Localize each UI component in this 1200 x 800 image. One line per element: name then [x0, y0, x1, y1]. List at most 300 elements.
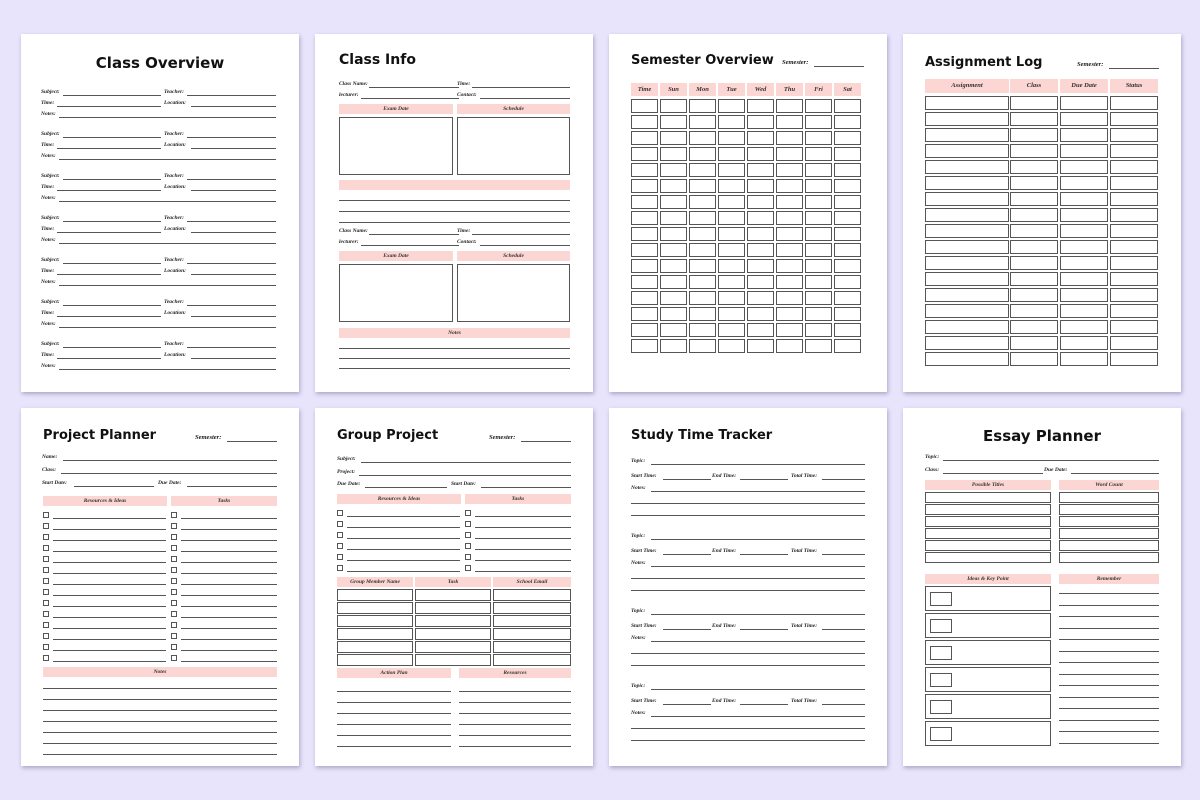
- writing-line[interactable]: [43, 743, 277, 744]
- table-cell[interactable]: [718, 179, 745, 193]
- writing-line[interactable]: [53, 518, 166, 519]
- writing-line[interactable]: [53, 628, 166, 629]
- table-cell[interactable]: [631, 115, 658, 129]
- writing-line[interactable]: [1059, 720, 1159, 721]
- table-cell[interactable]: [1010, 320, 1058, 334]
- writing-line[interactable]: [1059, 697, 1159, 698]
- table-cell[interactable]: [925, 144, 1009, 158]
- idea-mini-box[interactable]: [930, 673, 952, 687]
- table-cell[interactable]: [337, 615, 413, 627]
- writing-line[interactable]: [43, 699, 277, 700]
- checkbox[interactable]: [465, 554, 471, 560]
- table-cell[interactable]: [1110, 96, 1158, 110]
- checkbox[interactable]: [171, 644, 177, 650]
- semester-line[interactable]: [227, 441, 277, 442]
- table-cell[interactable]: [1059, 504, 1159, 515]
- writing-line[interactable]: [631, 728, 865, 729]
- table-cell[interactable]: [718, 195, 745, 209]
- checkbox[interactable]: [465, 521, 471, 527]
- table-cell[interactable]: [493, 654, 571, 666]
- table-cell[interactable]: [718, 163, 745, 177]
- table-cell[interactable]: [1060, 304, 1108, 318]
- lecturer-line[interactable]: [361, 98, 459, 99]
- checkbox[interactable]: [171, 545, 177, 551]
- checkbox[interactable]: [43, 633, 49, 639]
- table-cell[interactable]: [925, 160, 1009, 174]
- table-cell[interactable]: [718, 243, 745, 257]
- table-cell[interactable]: [718, 99, 745, 113]
- checkbox[interactable]: [337, 532, 343, 538]
- table-cell[interactable]: [747, 211, 774, 225]
- table-cell[interactable]: [925, 240, 1009, 254]
- table-cell[interactable]: [631, 179, 658, 193]
- writing-line[interactable]: [181, 661, 277, 662]
- checkbox[interactable]: [43, 600, 49, 606]
- checkbox[interactable]: [43, 655, 49, 661]
- table-cell[interactable]: [1010, 304, 1058, 318]
- schedule-box[interactable]: [457, 264, 570, 322]
- start-time-line[interactable]: [663, 554, 711, 555]
- table-cell[interactable]: [631, 147, 658, 161]
- table-cell[interactable]: [925, 304, 1009, 318]
- total-time-line[interactable]: [822, 554, 865, 555]
- table-cell[interactable]: [415, 641, 491, 653]
- location-line[interactable]: [191, 148, 276, 149]
- time-line[interactable]: [57, 274, 161, 275]
- table-cell[interactable]: [747, 275, 774, 289]
- location-line[interactable]: [191, 358, 276, 359]
- writing-line[interactable]: [631, 503, 865, 504]
- table-cell[interactable]: [1010, 112, 1058, 126]
- table-cell[interactable]: [805, 99, 832, 113]
- teacher-line[interactable]: [187, 179, 276, 180]
- table-cell[interactable]: [1010, 240, 1058, 254]
- table-cell[interactable]: [689, 323, 716, 337]
- writing-line[interactable]: [337, 735, 451, 736]
- checkbox[interactable]: [171, 611, 177, 617]
- time-line[interactable]: [57, 148, 161, 149]
- table-cell[interactable]: [631, 339, 658, 353]
- table-cell[interactable]: [1010, 272, 1058, 286]
- checkbox[interactable]: [337, 510, 343, 516]
- writing-line[interactable]: [53, 573, 166, 574]
- table-cell[interactable]: [925, 256, 1009, 270]
- start-date-line[interactable]: [481, 487, 571, 488]
- writing-line[interactable]: [43, 754, 277, 755]
- table-cell[interactable]: [805, 243, 832, 257]
- table-cell[interactable]: [925, 540, 1051, 551]
- writing-line[interactable]: [181, 529, 277, 530]
- name-line[interactable]: [63, 460, 277, 461]
- table-cell[interactable]: [1010, 208, 1058, 222]
- table-cell[interactable]: [660, 307, 687, 321]
- time-line[interactable]: [57, 358, 161, 359]
- checkbox[interactable]: [337, 565, 343, 571]
- table-cell[interactable]: [1110, 112, 1158, 126]
- writing-line[interactable]: [339, 211, 570, 212]
- table-cell[interactable]: [1010, 336, 1058, 350]
- table-cell[interactable]: [805, 227, 832, 241]
- table-cell[interactable]: [1010, 144, 1058, 158]
- table-cell[interactable]: [1110, 272, 1158, 286]
- exam-date-box[interactable]: [339, 117, 453, 175]
- time-line[interactable]: [472, 234, 570, 235]
- location-line[interactable]: [191, 106, 276, 107]
- writing-line[interactable]: [631, 653, 865, 654]
- table-cell[interactable]: [689, 115, 716, 129]
- writing-line[interactable]: [347, 516, 460, 517]
- class-line[interactable]: [61, 473, 277, 474]
- writing-line[interactable]: [337, 724, 451, 725]
- writing-line[interactable]: [347, 549, 460, 550]
- table-cell[interactable]: [925, 112, 1009, 126]
- notes-line[interactable]: [59, 117, 276, 118]
- table-cell[interactable]: [1060, 240, 1108, 254]
- writing-line[interactable]: [1059, 731, 1159, 732]
- table-cell[interactable]: [776, 227, 803, 241]
- checkbox[interactable]: [171, 600, 177, 606]
- writing-line[interactable]: [337, 746, 451, 747]
- table-cell[interactable]: [805, 163, 832, 177]
- table-cell[interactable]: [1060, 224, 1108, 238]
- table-cell[interactable]: [1059, 516, 1159, 527]
- writing-line[interactable]: [53, 551, 166, 552]
- table-cell[interactable]: [1110, 320, 1158, 334]
- writing-line[interactable]: [181, 639, 277, 640]
- table-cell[interactable]: [1110, 208, 1158, 222]
- checkbox[interactable]: [43, 567, 49, 573]
- table-cell[interactable]: [718, 211, 745, 225]
- table-cell[interactable]: [689, 227, 716, 241]
- due-date-line[interactable]: [1071, 473, 1159, 474]
- table-cell[interactable]: [747, 323, 774, 337]
- writing-line[interactable]: [459, 702, 571, 703]
- table-cell[interactable]: [493, 628, 571, 640]
- notes-line[interactable]: [651, 641, 865, 642]
- table-cell[interactable]: [689, 99, 716, 113]
- notes-line[interactable]: [651, 566, 865, 567]
- table-cell[interactable]: [660, 339, 687, 353]
- subject-line[interactable]: [63, 95, 161, 96]
- table-cell[interactable]: [493, 589, 571, 601]
- table-cell[interactable]: [1010, 224, 1058, 238]
- table-cell[interactable]: [776, 275, 803, 289]
- writing-line[interactable]: [53, 639, 166, 640]
- writing-line[interactable]: [53, 595, 166, 596]
- table-cell[interactable]: [631, 291, 658, 305]
- table-cell[interactable]: [660, 259, 687, 273]
- writing-line[interactable]: [337, 691, 451, 692]
- semester-line[interactable]: [814, 66, 864, 67]
- table-cell[interactable]: [631, 211, 658, 225]
- subject-line[interactable]: [63, 305, 161, 306]
- writing-line[interactable]: [181, 573, 277, 574]
- table-cell[interactable]: [415, 628, 491, 640]
- writing-line[interactable]: [347, 560, 460, 561]
- writing-line[interactable]: [459, 746, 571, 747]
- table-cell[interactable]: [1060, 288, 1108, 302]
- checkbox[interactable]: [43, 622, 49, 628]
- total-time-line[interactable]: [822, 479, 865, 480]
- checkbox[interactable]: [337, 554, 343, 560]
- writing-line[interactable]: [181, 540, 277, 541]
- table-cell[interactable]: [1060, 352, 1108, 366]
- table-cell[interactable]: [689, 147, 716, 161]
- table-cell[interactable]: [415, 602, 491, 614]
- checkbox[interactable]: [171, 655, 177, 661]
- contact-line[interactable]: [480, 98, 570, 99]
- table-cell[interactable]: [689, 339, 716, 353]
- table-cell[interactable]: [805, 211, 832, 225]
- writing-line[interactable]: [53, 617, 166, 618]
- table-cell[interactable]: [689, 307, 716, 321]
- checkbox[interactable]: [465, 532, 471, 538]
- table-cell[interactable]: [1110, 240, 1158, 254]
- writing-line[interactable]: [43, 710, 277, 711]
- table-cell[interactable]: [415, 615, 491, 627]
- table-cell[interactable]: [925, 516, 1051, 527]
- table-cell[interactable]: [1010, 288, 1058, 302]
- table-cell[interactable]: [337, 628, 413, 640]
- table-cell[interactable]: [1010, 96, 1058, 110]
- checkbox[interactable]: [171, 567, 177, 573]
- exam-date-box[interactable]: [339, 264, 453, 322]
- end-time-line[interactable]: [740, 554, 788, 555]
- table-cell[interactable]: [776, 163, 803, 177]
- table-cell[interactable]: [834, 131, 861, 145]
- table-cell[interactable]: [1010, 176, 1058, 190]
- class-line[interactable]: [943, 473, 1043, 474]
- table-cell[interactable]: [834, 179, 861, 193]
- table-cell[interactable]: [689, 291, 716, 305]
- table-cell[interactable]: [776, 291, 803, 305]
- due-date-line[interactable]: [365, 487, 447, 488]
- total-time-line[interactable]: [822, 704, 865, 705]
- table-cell[interactable]: [1060, 192, 1108, 206]
- checkbox[interactable]: [43, 523, 49, 529]
- writing-line[interactable]: [459, 713, 571, 714]
- table-cell[interactable]: [834, 195, 861, 209]
- table-cell[interactable]: [1010, 192, 1058, 206]
- table-cell[interactable]: [925, 528, 1051, 539]
- table-cell[interactable]: [493, 602, 571, 614]
- table-cell[interactable]: [1110, 176, 1158, 190]
- checkbox[interactable]: [337, 543, 343, 549]
- topic-line[interactable]: [943, 460, 1159, 461]
- checkbox[interactable]: [171, 556, 177, 562]
- subject-line[interactable]: [63, 263, 161, 264]
- table-cell[interactable]: [337, 641, 413, 653]
- table-cell[interactable]: [718, 323, 745, 337]
- time-line[interactable]: [57, 106, 161, 107]
- table-cell[interactable]: [925, 552, 1051, 563]
- table-cell[interactable]: [1060, 208, 1108, 222]
- checkbox[interactable]: [465, 543, 471, 549]
- location-line[interactable]: [191, 190, 276, 191]
- table-cell[interactable]: [805, 307, 832, 321]
- topic-line[interactable]: [651, 464, 865, 465]
- table-cell[interactable]: [1110, 336, 1158, 350]
- idea-mini-box[interactable]: [930, 700, 952, 714]
- table-cell[interactable]: [1060, 144, 1108, 158]
- table-cell[interactable]: [834, 275, 861, 289]
- table-cell[interactable]: [718, 131, 745, 145]
- writing-line[interactable]: [43, 732, 277, 733]
- table-cell[interactable]: [660, 211, 687, 225]
- table-cell[interactable]: [493, 615, 571, 627]
- writing-line[interactable]: [1059, 639, 1159, 640]
- writing-line[interactable]: [347, 538, 460, 539]
- writing-line[interactable]: [631, 590, 865, 591]
- writing-line[interactable]: [181, 551, 277, 552]
- table-cell[interactable]: [805, 275, 832, 289]
- table-cell[interactable]: [776, 99, 803, 113]
- table-cell[interactable]: [747, 243, 774, 257]
- table-cell[interactable]: [776, 323, 803, 337]
- table-cell[interactable]: [925, 96, 1009, 110]
- writing-line[interactable]: [1059, 651, 1159, 652]
- table-cell[interactable]: [1059, 492, 1159, 503]
- teacher-line[interactable]: [187, 305, 276, 306]
- checkbox[interactable]: [337, 521, 343, 527]
- table-cell[interactable]: [718, 147, 745, 161]
- table-cell[interactable]: [1060, 128, 1108, 142]
- idea-mini-box[interactable]: [930, 592, 952, 606]
- table-cell[interactable]: [805, 195, 832, 209]
- checkbox[interactable]: [465, 565, 471, 571]
- table-cell[interactable]: [1110, 352, 1158, 366]
- writing-line[interactable]: [1059, 605, 1159, 606]
- semester-line[interactable]: [521, 441, 571, 442]
- table-cell[interactable]: [834, 307, 861, 321]
- writing-line[interactable]: [339, 222, 570, 223]
- table-cell[interactable]: [1060, 336, 1108, 350]
- writing-line[interactable]: [337, 713, 451, 714]
- contact-line[interactable]: [480, 245, 570, 246]
- table-cell[interactable]: [1010, 352, 1058, 366]
- teacher-line[interactable]: [187, 95, 276, 96]
- idea-mini-box[interactable]: [930, 727, 952, 741]
- table-cell[interactable]: [925, 352, 1009, 366]
- table-cell[interactable]: [925, 504, 1051, 515]
- writing-line[interactable]: [181, 595, 277, 596]
- table-cell[interactable]: [747, 195, 774, 209]
- table-cell[interactable]: [805, 147, 832, 161]
- table-cell[interactable]: [1060, 112, 1108, 126]
- table-cell[interactable]: [1059, 540, 1159, 551]
- start-date-line[interactable]: [74, 486, 154, 487]
- writing-line[interactable]: [53, 529, 166, 530]
- writing-line[interactable]: [181, 628, 277, 629]
- writing-line[interactable]: [459, 691, 571, 692]
- writing-line[interactable]: [181, 518, 277, 519]
- table-cell[interactable]: [925, 320, 1009, 334]
- table-cell[interactable]: [660, 195, 687, 209]
- table-cell[interactable]: [631, 275, 658, 289]
- table-cell[interactable]: [337, 589, 413, 601]
- table-cell[interactable]: [660, 115, 687, 129]
- table-cell[interactable]: [747, 131, 774, 145]
- table-cell[interactable]: [689, 163, 716, 177]
- table-cell[interactable]: [776, 147, 803, 161]
- writing-line[interactable]: [181, 650, 277, 651]
- table-cell[interactable]: [776, 339, 803, 353]
- subject-line[interactable]: [361, 462, 571, 463]
- table-cell[interactable]: [1110, 288, 1158, 302]
- location-line[interactable]: [191, 316, 276, 317]
- table-cell[interactable]: [631, 307, 658, 321]
- writing-line[interactable]: [631, 665, 865, 666]
- teacher-line[interactable]: [187, 137, 276, 138]
- checkbox[interactable]: [43, 545, 49, 551]
- table-cell[interactable]: [415, 589, 491, 601]
- table-cell[interactable]: [747, 291, 774, 305]
- notes-line[interactable]: [59, 327, 276, 328]
- table-cell[interactable]: [925, 128, 1009, 142]
- table-cell[interactable]: [631, 259, 658, 273]
- writing-line[interactable]: [53, 540, 166, 541]
- table-cell[interactable]: [834, 323, 861, 337]
- writing-line[interactable]: [347, 527, 460, 528]
- writing-line[interactable]: [459, 724, 571, 725]
- checkbox[interactable]: [43, 512, 49, 518]
- lecturer-line[interactable]: [361, 245, 459, 246]
- checkbox[interactable]: [43, 556, 49, 562]
- writing-line[interactable]: [475, 560, 571, 561]
- table-cell[interactable]: [834, 163, 861, 177]
- checkbox[interactable]: [171, 589, 177, 595]
- checkbox[interactable]: [171, 512, 177, 518]
- time-line[interactable]: [57, 232, 161, 233]
- table-cell[interactable]: [747, 339, 774, 353]
- table-cell[interactable]: [776, 243, 803, 257]
- table-cell[interactable]: [805, 291, 832, 305]
- subject-line[interactable]: [63, 137, 161, 138]
- checkbox[interactable]: [43, 589, 49, 595]
- table-cell[interactable]: [805, 115, 832, 129]
- table-cell[interactable]: [631, 323, 658, 337]
- writing-line[interactable]: [181, 606, 277, 607]
- end-time-line[interactable]: [740, 479, 788, 480]
- notes-line[interactable]: [59, 159, 276, 160]
- notes-line[interactable]: [59, 285, 276, 286]
- time-line[interactable]: [57, 190, 161, 191]
- end-time-line[interactable]: [740, 704, 788, 705]
- writing-line[interactable]: [475, 538, 571, 539]
- checkbox[interactable]: [171, 578, 177, 584]
- table-cell[interactable]: [834, 227, 861, 241]
- teacher-line[interactable]: [187, 263, 276, 264]
- notes-line[interactable]: [59, 243, 276, 244]
- table-cell[interactable]: [1010, 128, 1058, 142]
- writing-line[interactable]: [1059, 685, 1159, 686]
- writing-line[interactable]: [475, 527, 571, 528]
- table-cell[interactable]: [689, 211, 716, 225]
- subject-line[interactable]: [63, 179, 161, 180]
- table-cell[interactable]: [718, 291, 745, 305]
- table-cell[interactable]: [925, 272, 1009, 286]
- table-cell[interactable]: [776, 131, 803, 145]
- table-cell[interactable]: [834, 259, 861, 273]
- table-cell[interactable]: [660, 163, 687, 177]
- writing-line[interactable]: [53, 562, 166, 563]
- table-cell[interactable]: [747, 307, 774, 321]
- writing-line[interactable]: [53, 650, 166, 651]
- time-line[interactable]: [57, 316, 161, 317]
- table-cell[interactable]: [1060, 160, 1108, 174]
- table-cell[interactable]: [747, 227, 774, 241]
- idea-mini-box[interactable]: [930, 646, 952, 660]
